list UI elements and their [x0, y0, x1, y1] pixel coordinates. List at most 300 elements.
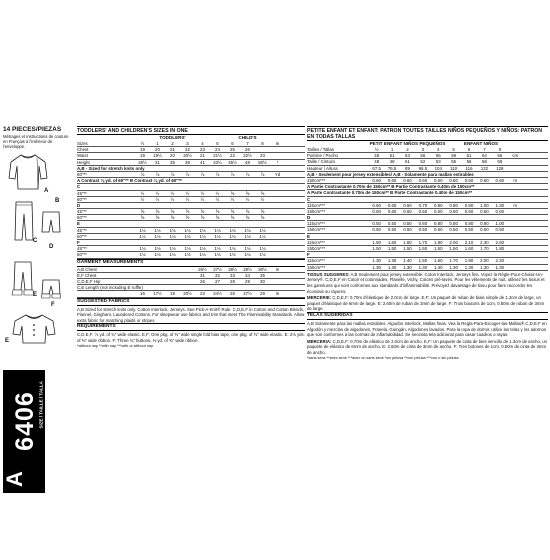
row-label: 60"** — [77, 171, 87, 177]
table-cell: 34 — [245, 272, 250, 278]
table-cell: ½ — [155, 196, 160, 202]
row-label: 150cm*** — [307, 208, 326, 214]
table-cell: 28 — [230, 278, 235, 284]
table-cell: 1.50 — [449, 246, 458, 251]
table-cell: 0.60 — [480, 208, 489, 214]
table-cell: ⅞ — [200, 171, 205, 177]
table-cell: 1⅛ — [169, 227, 176, 233]
table-cell: 23 — [200, 291, 205, 297]
table-cell: 1⅛ — [184, 246, 191, 252]
table-cell: 26 — [230, 291, 235, 297]
table-cell: 0.60 — [387, 202, 397, 208]
mercerie-title: MERCERIE: — [307, 295, 332, 301]
table-cell: 1.30 — [495, 202, 505, 208]
table-cell: 1⅛ — [244, 252, 251, 258]
table-cell — [508, 166, 523, 171]
size-cell: 5 — [452, 147, 455, 152]
table-cell: 104 — [434, 165, 442, 171]
table-cell: cm — [512, 153, 519, 159]
table-cell: 1.70 — [418, 239, 428, 245]
telas-text: A,B Solamente para las mallas estirables. Algodón Interlock, Mallas finas. Vea la Regla-Para-Escoger-las-Mallas®.C,D,E,F en Algodón y mezclas de algodones, Franela, Guingán, Algodones lavados. Para la ropa de dormir, utilice las telas y los adornos que son conformes a las normas de inflamabilidad. Se necesita tela adicional para casar cuadros o rayas. — [307, 320, 547, 338]
table-cell: 64 — [481, 153, 487, 159]
table-cell: 0.60 — [495, 177, 505, 183]
english-chart — [77, 126, 305, 456]
yardage-rows — [77, 166, 305, 259]
row-label: 115cm*** — [307, 258, 325, 264]
table-cell: ⅞ — [185, 171, 190, 177]
table-cell: 67.5 — [372, 165, 381, 171]
table-cell: 22½ — [243, 153, 252, 159]
telas-title: TELAS SUGERIDAS — [307, 312, 548, 320]
table-cell: 0.60 — [403, 208, 412, 214]
row-label: A,B - Seulement pour jersey extensibles/ A,B - Solamente para mallas estirables — [307, 171, 474, 177]
size-letter: A — [1, 471, 27, 487]
table-cell: 1⅛ — [139, 227, 146, 233]
table-cell: 1.50 — [387, 246, 397, 251]
table-cell — [508, 246, 523, 251]
tissus-block — [307, 272, 548, 294]
table-cell: 2.60 — [495, 239, 505, 245]
table-cell: 29 — [260, 291, 265, 297]
table-cell: ⅝ — [215, 215, 220, 221]
table-cell: 48 — [374, 159, 380, 165]
mercerie-text: C,D,E,F: 0.70m d'élastique de 2.0cm de large. E,F: Un paquet de ruban de biais simple de 1.3cm de large, un paquet d'élastique de 6mm de large. E: 2.60m de ruban de 3mm de large. F: Trois boutons de 1cm, 0.50m de ruban de 3mm de large. — [307, 295, 545, 312]
size-cell: 2 — [406, 147, 409, 152]
table-cell: 59 — [497, 159, 503, 165]
table-cell: 27 — [215, 278, 220, 284]
fs-footnote: *sans sens **avec sens ***avec ou sans sens *sin pelusa **con pelusa ***con o sin pelusa — [307, 356, 459, 361]
table-cell: ⅝ — [140, 215, 145, 221]
table-cell: 2.00 — [480, 258, 489, 264]
table-cell — [270, 209, 285, 214]
table-cell — [180, 273, 195, 278]
table-cell: 2.20 — [495, 258, 505, 264]
size-cell: 6 — [231, 141, 234, 146]
fs-yardage-rows — [307, 172, 548, 271]
table-cell: 1⅛ — [199, 227, 206, 233]
table-cell: 20½ — [183, 153, 192, 159]
table-cell: 0.80 — [433, 221, 443, 227]
group-toddlers: TODDLERS' — [159, 135, 186, 140]
table-cell: 1⅛ — [139, 233, 146, 239]
table-cell: 0.60 — [403, 177, 412, 183]
table-cell: ½ — [185, 196, 190, 202]
table-cell — [270, 191, 285, 196]
table-cell: 1.30 — [387, 264, 397, 270]
table-cell: 96.5 — [418, 165, 428, 171]
table-cell: 56 — [420, 153, 426, 159]
table-cell: 0.60 — [449, 177, 458, 183]
table-cell: 110 — [450, 165, 458, 171]
table-cell: ⅞ — [140, 171, 145, 177]
table-cell: 0.50 — [387, 221, 397, 227]
table-cell — [135, 267, 150, 272]
table-cell: ½ — [215, 190, 220, 196]
table-cell: 1.70 — [480, 246, 489, 251]
table-cell: 48 — [245, 159, 250, 165]
row-label: 60"** — [77, 196, 87, 202]
table-cell: 1⅛ — [154, 233, 161, 239]
row-label: 60"** — [77, 215, 87, 221]
row-label: Taille / Cintura — [307, 159, 335, 165]
group-enfant: ENFANT NIÑOS — [463, 141, 499, 146]
table-cell: 66 — [497, 153, 503, 159]
table-cell: 0.60 — [372, 202, 381, 208]
table-cell: ⅝ — [260, 190, 265, 196]
view-label-c: C — [33, 238, 38, 244]
table-cell: 1.30 — [464, 264, 474, 270]
table-cell: 19 — [140, 153, 145, 159]
row-label: 45"** — [77, 227, 87, 233]
view-label-e-top: E — [5, 338, 10, 344]
table-cell: 0.90 — [480, 221, 489, 227]
table-cell: 1⅛ — [169, 252, 176, 258]
french-spanish-title: PETITE ENFANT ET ENFANT: PATRON TOUTES TAILLES NIÑOS PEQUEÑOS Y NIÑOS: PATRON EN TODAS TALLAS — [307, 126, 548, 141]
table-cell: 1⅛ — [139, 246, 146, 252]
row-label: A Parte Contrastante 0.70m de 150cm** B Parte Contrastante 0.40m de 150cm** — [307, 190, 473, 196]
pieces-subtitle: Métrages et instructions de couture en Français à l'intérieur de l'enveloppe. — [3, 134, 69, 149]
table-cell: 1⅛ — [229, 227, 236, 233]
unit-cell: In — [275, 141, 280, 146]
sizes-label: Sizes — [77, 141, 88, 146]
table-cell: ⅞ — [245, 171, 250, 177]
table-cell: 1⅛ — [169, 246, 176, 252]
table-cell — [270, 279, 285, 284]
table-cell — [508, 227, 523, 232]
table-cell: ⅝ — [260, 215, 265, 221]
table-cell — [150, 267, 165, 272]
size-caption: SIZE / TAILLE / TALLA — [38, 381, 44, 429]
size-cell: ½ — [140, 141, 145, 146]
table-cell: 1⅛ — [154, 246, 161, 252]
table-cell: 28½ — [228, 266, 237, 272]
row-label: Height — [77, 159, 90, 165]
view-label-f: F — [51, 302, 55, 308]
table-cell: ⅞ — [230, 171, 235, 177]
size-cell: 3 — [186, 141, 189, 146]
table-cell — [270, 228, 285, 233]
table-cell: 0.50 — [372, 221, 381, 227]
table-cell: 0.60 — [464, 208, 474, 214]
table-cell — [165, 279, 180, 284]
table-cell: 0.60 — [495, 208, 505, 214]
table-cell: 0.60 — [433, 177, 443, 183]
table-cell: 53 — [405, 153, 410, 159]
view-label-a: A — [44, 188, 49, 194]
size-cell: 2 — [171, 141, 174, 146]
row-label: 115cm*** — [307, 239, 325, 245]
table-cell: 51 — [405, 159, 410, 165]
english-title: TODDLERS' AND CHILDREN'S SIZES IN ONE — [77, 126, 305, 135]
table-cell: 45½ — [228, 159, 237, 165]
table-cell: ½ — [230, 196, 235, 202]
table-cell: 1.50 — [418, 258, 428, 264]
table-cell: m — [513, 177, 518, 183]
table-cell: ½ — [170, 196, 175, 202]
table-cell: 89 — [405, 165, 410, 171]
table-cell: 20½ — [183, 291, 192, 297]
row-label: Waist — [77, 153, 88, 159]
table-cell: 0.50 — [495, 227, 505, 233]
table-cell: In — [275, 266, 280, 272]
table-cell: 31 — [155, 159, 160, 165]
row-label: 60"** — [77, 252, 87, 258]
table-cell: 16 — [140, 291, 145, 297]
size-cell: 4 — [201, 141, 204, 146]
view-e-pants-illustration — [11, 260, 38, 298]
table-cell: 22 — [230, 153, 235, 159]
table-cell: 0.50 — [449, 227, 458, 233]
size-codes: U.S. 1/2-8 / FR. 1/2-8 / EURO. 1/2-8 — [58, 428, 64, 502]
size-cell: 7 — [483, 147, 486, 152]
mercerie-block — [307, 295, 548, 312]
table-cell: 2.00 — [449, 239, 458, 245]
row-label: A Partie Contrastante 0.70m de 150cm** B Partie Contrastante 0.40m de 150cm** — [307, 184, 475, 190]
table-cell: 56 — [466, 159, 472, 165]
table-cell: 1.30 — [387, 258, 397, 264]
row-label: 150cm*** — [307, 246, 326, 251]
table-cell: 32 — [215, 272, 220, 278]
table-cell: ⅝ — [230, 209, 235, 215]
table-cell: ⅝ — [155, 215, 160, 221]
row-label: D — [307, 215, 311, 221]
table-cell: 1⅛ — [229, 233, 236, 239]
table-cell: ½ — [245, 196, 250, 202]
table-cell: ⅝ — [200, 209, 205, 215]
table-cell: 20 — [170, 153, 175, 159]
table-cell: 48 — [389, 159, 395, 165]
table-cell: 0.50 — [387, 227, 397, 233]
suggested-fabrics-title: SUGGESTED FABRICS — [77, 298, 305, 306]
pattern-number-badge — [1, 370, 64, 502]
table-cell: 122 — [480, 165, 489, 171]
table-cell: 1⅛ — [244, 227, 251, 233]
row-label: 115cm*** — [307, 221, 325, 227]
table-cell: 25 — [230, 147, 235, 153]
group-petit-enfant: PETIT ENFANT NIÑOS PEQUEÑOS — [369, 141, 446, 146]
table-cell: 2.30 — [480, 239, 489, 245]
table-cell: 43½ — [213, 159, 222, 165]
table-cell: 1⅛ — [214, 246, 221, 252]
table-cell: 19 — [170, 291, 175, 297]
table-cell: ½ — [200, 196, 205, 202]
row-label: 60"** — [77, 233, 87, 239]
row-label: D — [77, 202, 81, 208]
size-cell: 1 — [390, 147, 394, 152]
table-cell: 0.70 — [418, 202, 428, 208]
table-cell: 1.60 — [403, 239, 412, 245]
table-cell: 1.30 — [433, 264, 443, 270]
table-cell: Yd — [274, 171, 281, 177]
table-cell: 19 — [140, 147, 145, 153]
table-cell — [270, 153, 285, 158]
table-cell: 1.30 — [403, 264, 412, 270]
table-cell: ½ — [140, 196, 145, 202]
table-cell: ½ — [185, 190, 190, 196]
table-cell: 0.60 — [464, 177, 474, 183]
table-cell: ⅝ — [245, 190, 250, 196]
table-cell: 1⅛ — [244, 233, 251, 239]
table-cell: 1.80 — [433, 239, 443, 245]
table-cell — [508, 258, 523, 263]
table-cell: 1⅛ — [184, 252, 191, 258]
body-measurements — [77, 147, 305, 166]
row-label: 150cm*** — [307, 264, 326, 270]
table-cell: 1.70 — [449, 258, 458, 264]
fs-sizes-label: Tailles / Tallas — [307, 147, 335, 152]
table-cell: 1.50 — [372, 239, 381, 245]
table-cell: 1.00 — [480, 202, 489, 208]
table-cell — [270, 246, 285, 251]
table-cell: 29 — [245, 278, 250, 284]
table-cell: ⅝ — [230, 215, 235, 221]
row-label: E — [307, 233, 310, 239]
table-cell: 1⅛ — [199, 246, 206, 252]
table-cell — [135, 273, 150, 278]
row-label: F — [307, 252, 310, 258]
view-d-shorts-illustration — [41, 210, 61, 234]
table-cell — [135, 279, 150, 284]
table-cell: 1.50 — [403, 246, 412, 251]
table-cell: 0.60 — [433, 208, 443, 214]
table-cell: 0.60 — [418, 177, 428, 183]
table-cell: 1.60 — [464, 246, 474, 251]
table-cell: 24 — [215, 147, 220, 153]
table-cell — [270, 273, 285, 278]
requirements-title: REQUIREMENTS — [77, 323, 305, 331]
table-cell: 0.90 — [464, 202, 474, 208]
size-cell: 6 — [467, 147, 471, 152]
table-cell: ½ — [155, 190, 160, 196]
row-label: 150cm*** — [307, 177, 326, 183]
table-cell: ⅝ — [170, 215, 175, 221]
table-cell: 53 — [435, 159, 441, 165]
table-cell: 1.30 — [480, 264, 489, 270]
table-cell: ⅞ — [170, 171, 175, 177]
row-label: Chest — [77, 147, 89, 153]
table-cell — [180, 267, 195, 272]
table-cell: 1⅛ — [259, 227, 266, 233]
row-label: F — [77, 240, 80, 245]
english-footnote: *without nap **with nap ***with or without nap — [77, 344, 154, 349]
table-cell: 1⅛ — [169, 233, 176, 239]
table-cell: 26 — [245, 147, 250, 153]
table-cell: m — [513, 202, 518, 208]
table-cell: 0.80 — [449, 221, 458, 227]
table-cell: 23 — [200, 147, 205, 153]
table-cell: 1⅛ — [229, 246, 236, 252]
table-cell: 52 — [420, 159, 426, 165]
table-cell — [508, 221, 523, 226]
size-cell: 1 — [156, 141, 159, 146]
table-cell: ⅝ — [200, 215, 205, 221]
table-cell: 1⅛ — [214, 227, 221, 233]
table-cell: 17½ — [153, 291, 162, 297]
table-cell: ⅝ — [260, 209, 265, 215]
table-cell: * — [276, 159, 279, 165]
table-cell: 51 — [389, 153, 395, 159]
table-cell: 26½ — [198, 266, 207, 272]
table-cell: ⅝ — [215, 209, 220, 215]
table-cell: 21½ — [213, 153, 222, 159]
table-cell: 0.50 — [433, 227, 443, 233]
table-cell: 0.60 — [403, 202, 412, 208]
table-cell: 33 — [230, 272, 235, 278]
table-cell — [255, 147, 270, 152]
table-cell: 1⅛ — [259, 246, 266, 252]
view-e-top-illustration — [11, 312, 57, 346]
table-cell — [508, 265, 523, 270]
table-cell: ⅝ — [245, 209, 250, 215]
table-cell: 56 — [435, 153, 441, 159]
table-cell: 1⅛ — [199, 252, 206, 258]
row-label — [77, 291, 135, 296]
table-cell: 1⅛ — [259, 252, 266, 258]
row-label: E,F Chest — [77, 272, 97, 278]
table-cell: 35 — [170, 159, 175, 165]
view-c-pants-illustration — [13, 200, 38, 244]
tissus-title: TISSUS SUGGERES: — [307, 271, 350, 277]
table-cell: ½ — [215, 196, 220, 202]
table-cell: ½ — [170, 190, 175, 196]
table-cell: ⅝ — [185, 209, 190, 215]
table-cell: 38 — [185, 159, 190, 165]
table-cell: 30 — [260, 278, 265, 284]
view-a-top-illustration — [7, 152, 49, 192]
table-cell: 0.50 — [418, 227, 428, 233]
table-cell: 48 — [374, 153, 380, 159]
table-cell: ⅞ — [155, 171, 160, 177]
table-cell: 0.50 — [480, 227, 489, 233]
table-cell: ⅝ — [155, 209, 160, 215]
table-cell: 27½ — [243, 291, 252, 297]
row-label: C — [77, 184, 81, 190]
table-cell: 21 — [170, 147, 175, 153]
table-cell: 1⅛ — [154, 227, 161, 233]
table-cell: ½ — [200, 190, 205, 196]
size-cell: 8 — [261, 141, 264, 146]
view-f-shorts-illustration — [41, 278, 61, 300]
row-label: 115cm*** — [307, 202, 325, 208]
table-cell: 23 — [260, 153, 265, 159]
row-label: C — [307, 196, 311, 202]
table-cell: 1⅛ — [184, 227, 191, 233]
merceria-text: C,D,E,F: 0.70m de elástico de 2.0cm de ancho. E,F: Un paquete de cinta de bies sencillo de 1.3cm de ancho, un paquete de elástico de 6mm de ancho. E: 2.60m de cinta de 3mm de ancho. F: Tres botones de 1cm, 0.50m de cinta de 3mm de ancho. — [307, 338, 548, 355]
table-cell: 1.30 — [418, 264, 428, 270]
table-cell: 1⅛ — [184, 233, 191, 239]
table-cell: 21 — [200, 153, 205, 159]
table-cell: 1.40 — [403, 258, 412, 264]
table-cell — [270, 252, 285, 257]
table-cell: 1⅛ — [229, 252, 236, 258]
suggested-fabrics-text: A,B Sized for stretch knits only. Cotton Interlock, Jerseys. See Pick-A-Knit® Rule. C,D,E,F in Cotton and Cotton Blends, Flannel, Gingham, Laundered Cottons. For sleepwear use fabrics and trim that meet The Flammability Standards. Allow extra fabric for matching plaids or stripes. — [77, 306, 305, 323]
table-cell: 0.60 — [387, 177, 397, 183]
table-cell: 0.60 — [372, 208, 381, 214]
table-cell: 59 — [451, 153, 457, 159]
table-cell: 1⅛ — [139, 252, 146, 258]
table-cell: 1⅛ — [214, 233, 221, 239]
table-cell: 0.80 — [464, 221, 474, 227]
table-cell: 41 — [200, 159, 205, 165]
table-cell: In — [275, 291, 280, 297]
table-cell: 26 — [200, 278, 205, 284]
table-cell: ⅞ — [260, 171, 265, 177]
row-label: Hauteur / Altura — [307, 165, 338, 171]
french-spanish-chart — [307, 126, 548, 456]
table-cell — [150, 279, 165, 284]
table-cell: 19½ — [153, 153, 162, 159]
table-cell: 128 — [496, 165, 504, 171]
